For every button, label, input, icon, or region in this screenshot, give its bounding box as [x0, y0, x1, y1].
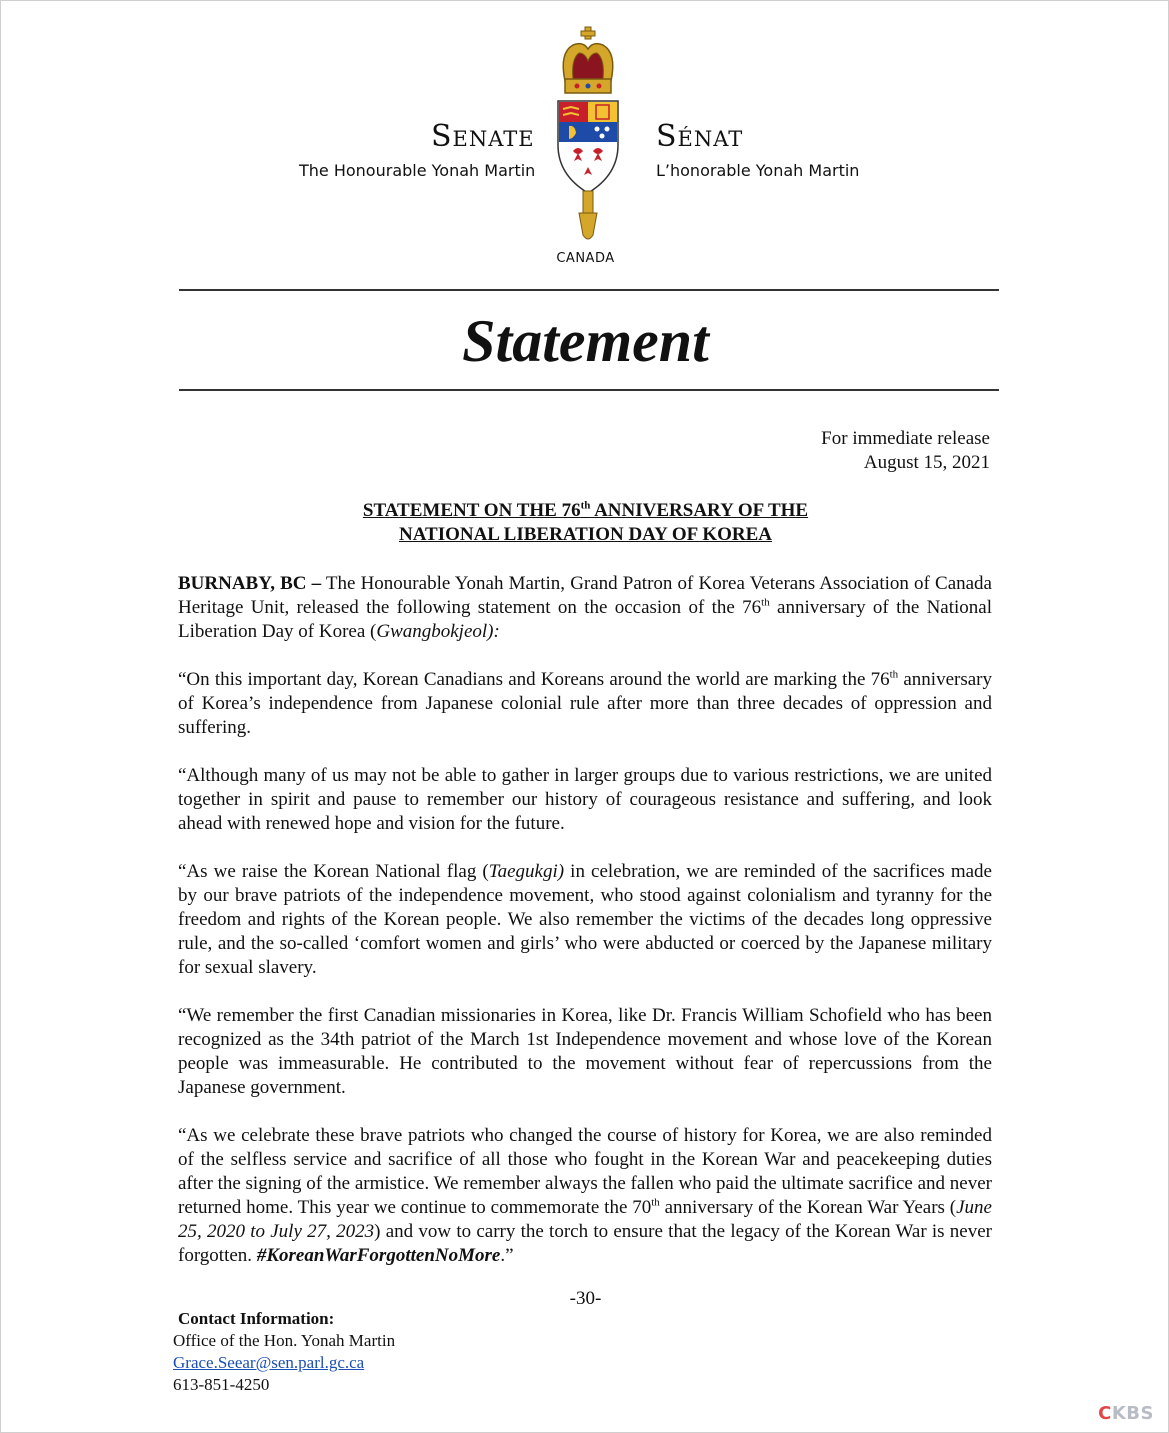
paragraph-4: “As we raise the Korean National flag (Taegukgi) in celebration, we are reminded of the sacrifices made by our brave patriots of the independence movement, who stood against colonialism and tyranny for the freedom and rights of the Korean people. We also remember the victims of the decades long oppressive rule, and the so-called ‘comfort women and girls’ who were abducted or coerced by the Japanese military for sexual slavery. [178, 861, 992, 978]
senator-name-en: The Honourable Yonah Martin [299, 161, 536, 180]
release-block [821, 427, 990, 475]
hashtag: #KoreanWarForgottenNoMore [256, 1245, 501, 1266]
top-rule [179, 289, 999, 291]
release-date: August 15, 2021 [863, 452, 990, 473]
shield-icon [558, 101, 618, 193]
senate-crest-icon [549, 23, 627, 245]
contact-office: Office of the Hon. Yonah Martin [173, 1331, 396, 1350]
bottom-rule [179, 389, 999, 391]
senate-label: Senate [431, 119, 535, 154]
contact-label: Contact Information: [178, 1309, 335, 1328]
paragraph-3: “Although many of us may not be able to gather in larger groups due to various restrictions, we are united together in spirit and pause to remember our history of courageous resistance and suffering, and look ahead with renewed hope and vision for the future. [178, 765, 992, 834]
country-label: CANADA [556, 251, 615, 266]
statement-heading [1, 499, 1169, 547]
contact-block [173, 1308, 395, 1396]
contact-email-link[interactable]: Grace.Seear@sen.parl.gc.ca [173, 1353, 365, 1372]
paragraph-6: “As we celebrate these brave patriots who changed the course of history for Korea, we are also reminded of the selfless service and sacrifice of all those who fought in the Korean War and peacekeeping duties after the signing of the armistice. We remember always the fallen who paid the ultimate sacrifice and never returned home. This year we continue to commemorate the 70th anniversary of the Korean War Years (June 25, 2020 to July 27, 2023) and vow to carry the torch to ensure that the legacy of the Korean War is never forgotten. #KoreanWarForgottenNoMore.” [178, 1125, 992, 1266]
release-label: For immediate release [821, 428, 990, 449]
ckbs-watermark: CKBS [1098, 1403, 1154, 1424]
crown-icon [563, 27, 613, 93]
heading-line-2: NATIONAL LIBERATION DAY OF KOREA [398, 524, 773, 545]
contact-phone: 613-851-4250 [173, 1375, 270, 1394]
page-title: Statement [462, 308, 709, 374]
heading-line-1: STATEMENT ON THE 76th ANNIVERSARY OF THE [362, 499, 809, 521]
end-marker: -30- [569, 1288, 602, 1309]
senator-name-fr: L’honorable Yonah Martin [656, 161, 860, 180]
paragraph-1: BURNABY, BC – The Honourable Yonah Martin, Grand Patron of Korea Veterans Association of Canada Heritage Unit, released the following statement on the occasion of the 76th anniversary of the National Liberation Day of Korea (Gwangbokjeol): [178, 573, 993, 642]
statement-body [178, 572, 992, 1292]
senat-label: Sénat [656, 119, 744, 154]
mace-shaft-icon [579, 191, 597, 239]
paragraph-5: “We remember the first Canadian missionaries in Korea, like Dr. Francis William Schofield who has been recognized as the 34th patriot of the March 1st Independence movement and whose love of the Korean people was immeasurable. He contributed to the movement without fear of repercussions from the Japanese government. [178, 1005, 992, 1098]
paragraph-2: “On this important day, Korean Canadians and Koreans around the world are marking the 76th anniversary of Korea’s independence from Japanese colonial rule after more than three decades of oppression and suffering. [178, 668, 992, 738]
